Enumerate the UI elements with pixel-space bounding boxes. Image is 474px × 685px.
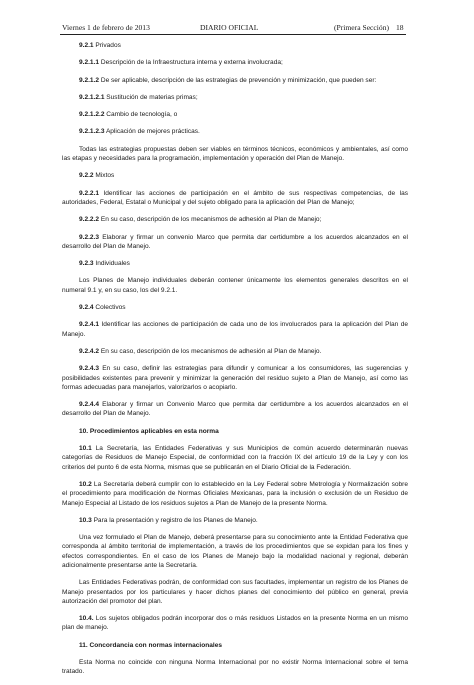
paragraph-text: Esta Norma no coincide con ninguna Norma Internacional por no existir Norma Internacional sobre el tema tratado.: [62, 659, 408, 676]
section-number: 9.2.4.4: [79, 401, 100, 409]
paragraph: [62, 614, 408, 633]
paragraph-text: Elaborar y firmar un Convenio Marco que permita dar certidumbre a los acuerdos alcanzados en el desarrollo del Plan de Manejo.: [62, 401, 408, 418]
section-number: 9.2.1.2.1: [79, 93, 105, 101]
paragraph: [62, 480, 408, 508]
section-number: 9.2.3: [79, 260, 94, 268]
paragraph-text: Cambio de tecnología, o: [104, 111, 178, 119]
paragraph: [62, 578, 408, 606]
paragraph-text: Las Entidades Federativas podrán, de conformidad con sus facultades, implementar un registro de los Planes de Manejo presentados por los particulares y hacer dichos planes del conocimiento del público en general, previa autorización del promotor del plan.: [62, 579, 408, 605]
paragraph-text: Privados: [93, 42, 121, 49]
paragraph: [62, 58, 408, 67]
paragraph: [62, 276, 408, 295]
section-number: 10.1: [79, 445, 92, 453]
paragraph: [62, 364, 408, 392]
section-number: 9.2.4.2: [79, 347, 100, 355]
section-heading: [62, 427, 408, 436]
paragraph: [62, 110, 408, 119]
paragraph-text: De ser aplicable, descripción de las estrategias de prevención y minimización, que pueden ser:: [99, 76, 377, 84]
paragraph: [62, 658, 408, 677]
header-divider: [60, 34, 406, 35]
paragraph-text: Los Planes de Manejo individuales deberán contener únicamente los elementos generales descritos en el numeral 9.1 y, en su caso, los del 9.2.1.: [62, 277, 408, 294]
section-number: 9.2.4.1: [79, 321, 100, 329]
paragraph: [62, 444, 408, 472]
section-number: 9.2.4: [79, 304, 94, 312]
paragraph: [62, 76, 408, 85]
paragraph-text: Identificar las acciones de participación de cada uno de los involucrados para la aplicación del Plan de Manejo.: [62, 321, 408, 338]
paragraph: [62, 41, 408, 50]
paragraph-text: Identificar las acciones de participación en el ámbito de sus respectivas competencias, de las autoridades, Federal, Estatal o Municipal y del sujeto obligado para la aplicación del Plan de Manejo;: [62, 189, 408, 206]
section-heading: [62, 641, 408, 650]
paragraph-text: En su caso, descripción de los mecanismos de adhesión al Plan de Manejo.: [99, 347, 322, 355]
paragraph: [62, 171, 408, 180]
paragraph: [62, 215, 408, 224]
document-body: [62, 41, 408, 685]
paragraph-text: En su caso, definir las estrategias para difundir y comunicar a los consumidores, las sugerencias y posibilidades existentes para prevenir y minimizar la generación del residuo sujeto a Plan de Manejo, así como las formas adecuadas para manejarlos, valorizarlos o acopiarlo.: [62, 365, 408, 391]
paragraph: [62, 127, 408, 136]
paragraph-text: Colectivos: [93, 304, 126, 312]
paragraph-text: La Secretaría, las Entidades Federativas y sus Municipios de común acuerdo determinarán nuevas categorías de Residuos de Manejo Especial, de conformidad con la fracción IX del artículo 19 de la Ley y con los criterios del punto 6 de esta Norma, mismas que se publicarán en el Diario Oficial de la Federación.: [62, 445, 408, 471]
paragraph: [62, 320, 408, 339]
section-number: 9.2.1.2.2: [79, 111, 105, 119]
paragraph: [62, 533, 408, 570]
header-publication: DIARIO OFICIAL: [200, 23, 259, 32]
paragraph-text: Aplicación de mejores prácticas.: [104, 128, 200, 136]
paragraph-text: Sustitución de materias primas;: [104, 93, 198, 101]
section-number: 10.3: [79, 516, 92, 524]
paragraph: [62, 189, 408, 208]
paragraph: [62, 516, 408, 525]
paragraph: [62, 259, 408, 268]
section-number: 9.2.1.2.3: [79, 128, 105, 136]
heading-text: 11. Concordancia con normas internacionales: [79, 641, 222, 649]
section-number: 9.2.1.1: [79, 59, 100, 67]
section-number: 10.4.: [79, 615, 94, 623]
paragraph-text: Para la presentación y registro de los Planes de Manejo.: [91, 516, 258, 524]
section-number: 9.2.1.2: [79, 76, 100, 84]
section-number: 9.2.2.2: [79, 216, 100, 224]
header-page-number: 18: [396, 23, 404, 32]
paragraph-text: Los sujetos obligados podrán incorporar dos o más residuos Listados en la presente Norma en un mismo plan de manejo.: [62, 615, 408, 632]
section-number: 9.2.2.3: [79, 233, 100, 241]
header-date: Viernes 1 de febrero de 2013: [62, 23, 150, 32]
paragraph-text: Mixtos: [93, 172, 115, 180]
paragraph-text: La Secretaría deberá cumplir con lo establecido en la Ley Federal sobre Metrología y Normalización sobre el procedimiento para modificación de Normas Oficiales Mexicanas, para la inclusión o exclusión de un Residuo de Manejo Especial al Listado de los residuos sujetos a Plan de Manejo de la presente Norma.: [62, 480, 408, 507]
paragraph: [62, 93, 408, 102]
header-section: (Primera Sección): [334, 23, 390, 32]
heading-text: 10. Procedimientos aplicables en esta norma: [79, 427, 219, 435]
paragraph: [62, 233, 408, 252]
paragraph-text: Todas las estrategias propuestas deben ser viables en términos técnicos, económicos y ambientales, así como las etapas y necesidades para la programación, implementación y operación del Plan de Manejo.: [62, 145, 408, 163]
section-number: 9.2.2.1: [79, 189, 100, 197]
section-number: 9.2.2: [79, 172, 94, 180]
paragraph: [62, 347, 408, 356]
section-number: 9.2.1: [79, 42, 94, 49]
section-number: 10.2: [79, 480, 92, 488]
paragraph-text: Una vez formulado el Plan de Manejo, deberá presentarse para su conocimiento ante la Entidad Federativa que corresponda al ámbito territorial de implementación, a través de los procedimientos que se expidan para los fines y efectos correspondientes. En el caso de los Planes de Manejo bajo la modalidad nacional y regional, deberán adicionalmente presentarse ante la Secretaría.: [62, 534, 408, 569]
paragraph: [62, 145, 408, 164]
paragraph-text: Elaborar y firmar un convenio Marco que permita dar certidumbre a los acuerdos alcanzados en el desarrollo del Plan de Manejo.: [62, 233, 408, 250]
paragraph-text: Individuales: [93, 260, 130, 268]
paragraph: [62, 303, 408, 312]
section-number: 9.2.4.3: [79, 365, 100, 373]
paragraph: [62, 400, 408, 419]
paragraph-text: En su caso, descripción de los mecanismos de adhesión al Plan de Manejo;: [99, 216, 322, 224]
paragraph-text: Descripción de la Infraestructura interna y externa involucrada;: [99, 59, 283, 67]
